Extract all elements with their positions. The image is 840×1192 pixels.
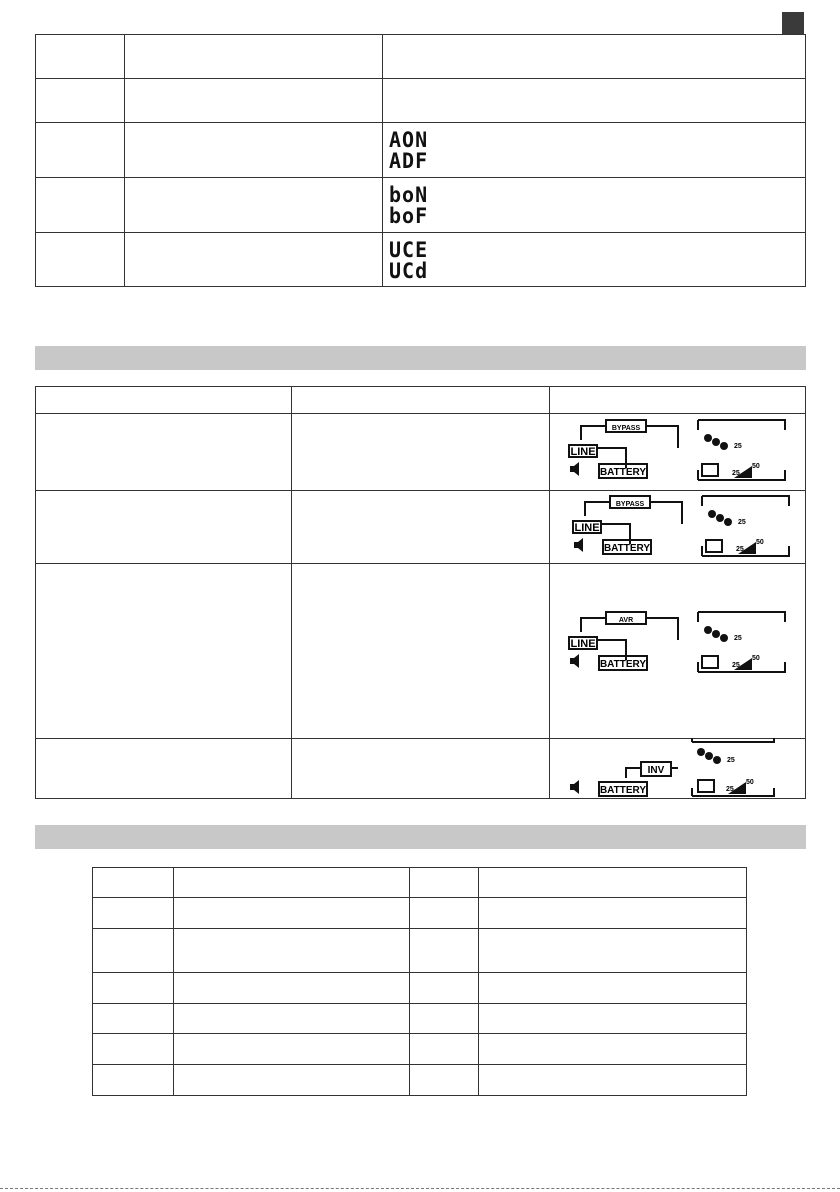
lcd-batt-50: 50 [746, 779, 754, 786]
lcd-batt-25: 25 [736, 546, 744, 553]
battery-icon [702, 656, 718, 668]
lcd-line-label: LINE [574, 522, 600, 534]
section-header-bar [35, 825, 806, 849]
lcd-avr-diagram [556, 610, 796, 678]
lcd-battery-label: BATTERY [603, 543, 651, 554]
lcd-load-25: 25 [734, 635, 742, 642]
battery-icon [702, 464, 718, 476]
battery-icon [706, 540, 722, 552]
speaker-icon [570, 780, 579, 794]
settings-table [35, 34, 806, 287]
load-icon [704, 626, 728, 642]
segment-code: UCE UCd [389, 236, 429, 283]
lcd-load-25: 25 [738, 519, 746, 526]
lcd-bypass-diagram [556, 418, 796, 486]
lcd-load-25: 25 [727, 757, 735, 764]
load-icon [697, 748, 721, 764]
lcd-inverter-diagram [556, 738, 796, 798]
lcd-line-label: LINE [570, 446, 596, 458]
lcd-batt-25: 25 [726, 786, 734, 793]
speaker-icon [570, 654, 579, 668]
section-header-bar [35, 346, 806, 370]
battery-icon [698, 780, 714, 792]
load-icon [704, 434, 728, 450]
lcd-inv-label: INV [647, 765, 665, 776]
lcd-battery-label: BATTERY [599, 467, 647, 478]
lcd-bypass-diagram [560, 494, 800, 562]
bottom-cut-line [0, 1188, 840, 1189]
speaker-icon [570, 462, 579, 476]
segment-code: boN boF [389, 181, 429, 229]
lcd-bypass-label: BYPASS [615, 501, 645, 508]
lcd-batt-50: 50 [752, 463, 760, 470]
lcd-battery-label: BATTERY [599, 659, 647, 670]
lcd-battery-label: BATTERY [599, 785, 647, 796]
speaker-icon [574, 538, 583, 552]
lcd-batt-50: 50 [756, 539, 764, 546]
lcd-batt-25: 25 [732, 662, 740, 669]
lcd-batt-50: 50 [752, 655, 760, 662]
fault-codes-table [92, 867, 747, 1096]
lcd-line-label: LINE [570, 638, 596, 650]
lcd-avr-label: AVR [618, 617, 634, 624]
lcd-load-25: 25 [734, 443, 742, 450]
page-corner-tab [782, 12, 804, 34]
segment-code: AON ADF [389, 126, 429, 174]
lcd-batt-25: 25 [732, 470, 740, 477]
load-icon [708, 510, 732, 526]
lcd-bypass-label: BYPASS [611, 425, 641, 432]
